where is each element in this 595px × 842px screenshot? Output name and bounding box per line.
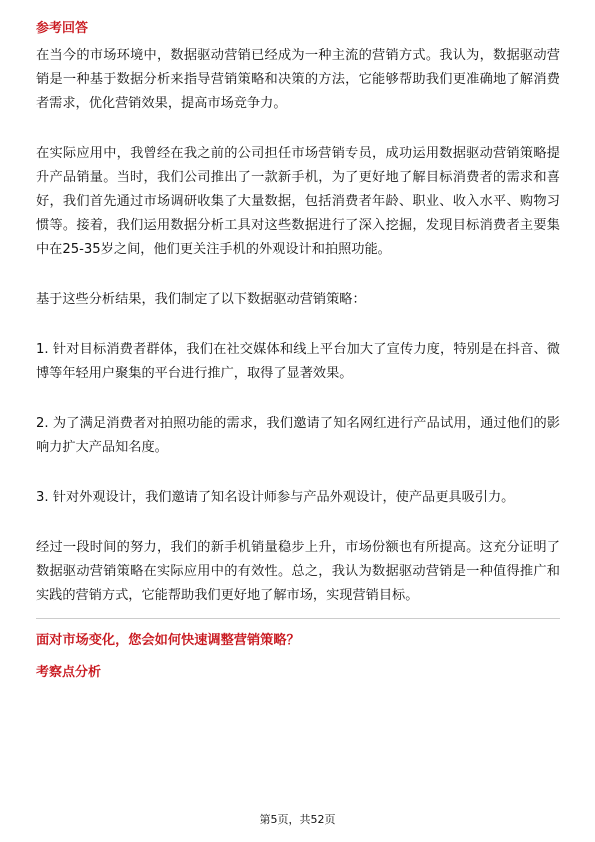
- answer-heading: 参考回答: [36, 21, 89, 36]
- paragraph-strategy-1: 1. 针对目标消费者群体，我们在社交媒体和线上平台加大了宣传力度，特别是在抖音、微博等年轻用户聚集的平台进行推广，取得了显著效果。: [36, 342, 560, 381]
- analysis-heading: 考察点分析: [36, 665, 102, 680]
- paragraph-strategy-2: 2. 为了满足消费者对拍照功能的需求，我们邀请了知名网红进行产品试用，通过他们的影响力扩大产品知名度。: [36, 416, 560, 455]
- paragraph-intro: 在当今的市场环境中，数据驱动营销已经成为一种主流的营销方式。我认为，数据驱动营销是一种基于数据分析来指导营销策略和决策的方法，它能够帮助我们更准确地了解消费者需求，优化营销效果，提高市场竞争力。: [36, 48, 560, 111]
- paragraph-strategy-intro: 基于这些分析结果，我们制定了以下数据驱动营销策略：: [36, 292, 366, 307]
- paragraph-strategy-3: 3. 针对外观设计，我们邀请了知名设计师参与产品外观设计，使产品更具吸引力。: [36, 490, 515, 505]
- next-question: 面对市场变化，您会如何快速调整营销策略？: [36, 633, 300, 648]
- page-content: [36, 20, 560, 683]
- section-divider: [36, 618, 560, 619]
- page-footer: 第5页，共52页: [259, 813, 336, 826]
- paragraph-experience: 在实际应用中，我曾经在我之前的公司担任市场营销专员，成功运用数据驱动营销策略提升产品销量。当时，我们公司推出了一款新手机，为了更好地了解目标消费者的需求和喜好，我们首先通过市场调研收集了大量数据，包括消费者年龄、职业、收入水平、购物习惯等。接着，我们运用数据分析工具对这些数据进行了深入挖掘，发现目标消费者主要集中在25-35岁之间，他们更关注手机的外观设计和拍照功能。: [36, 146, 560, 257]
- paragraph-conclusion: 经过一段时间的努力，我们的新手机销量稳步上升，市场份额也有所提高。这充分证明了数据驱动营销策略在实际应用中的有效性。总之，我认为数据驱动营销是一种值得推广和实践的营销方式，它能帮助我们更好地了解市场，实现营销目标。: [36, 540, 560, 603]
